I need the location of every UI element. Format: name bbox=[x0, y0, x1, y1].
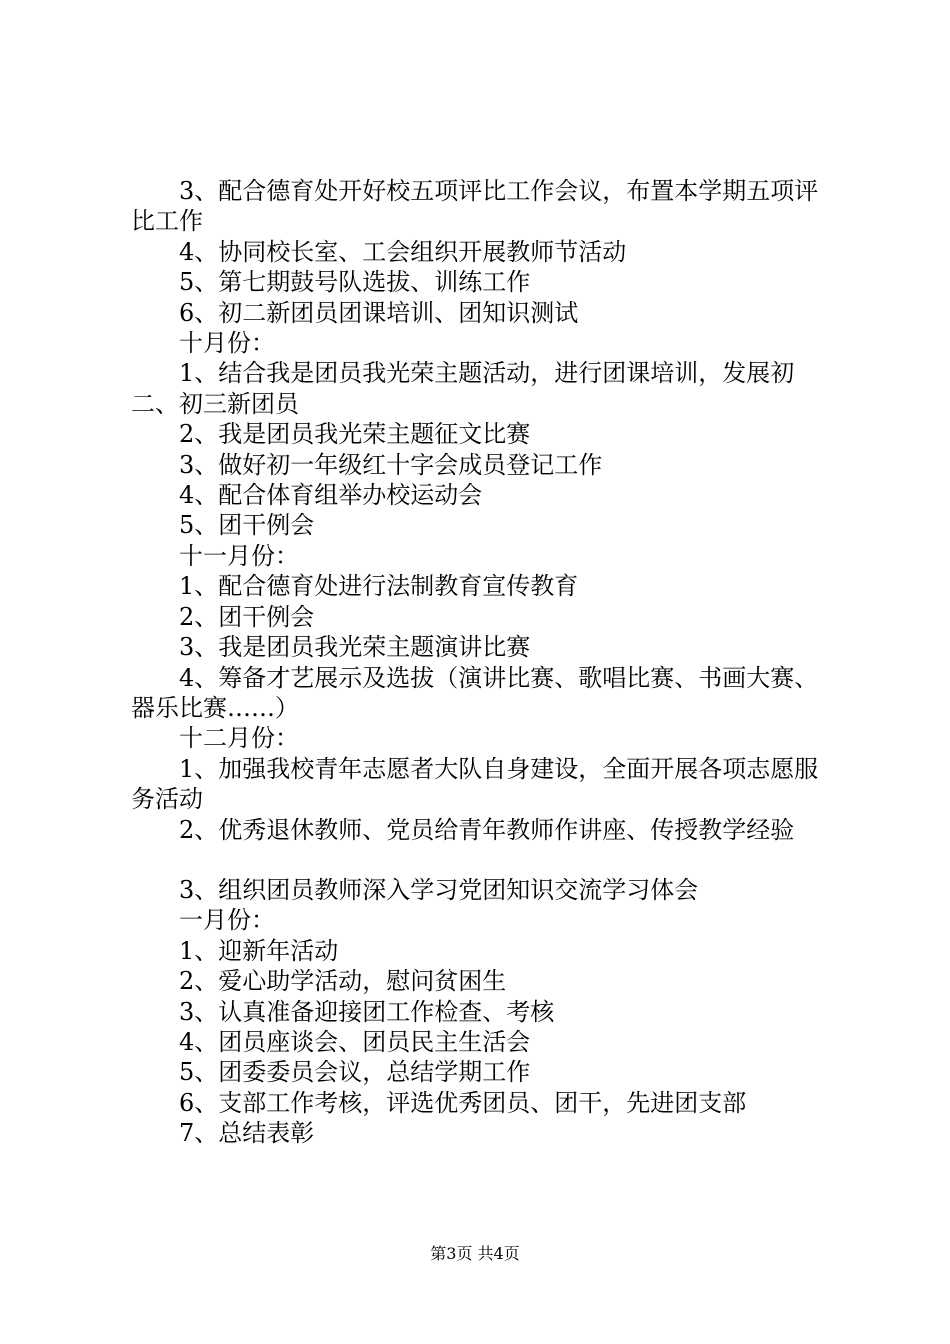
paragraph: 1、加强我校青年志愿者大队自身建设，全面开展各项志愿服务活动 bbox=[131, 754, 819, 814]
paragraph: 4、配合体育组举办校运动会 bbox=[179, 481, 483, 510]
paragraph: 5、团委委员会议，总结学期工作 bbox=[179, 1058, 531, 1087]
paragraph: 2、爱心助学活动，慰问贫困生 bbox=[179, 967, 507, 996]
paragraph: 4、团员座谈会、团员民主生活会 bbox=[179, 1027, 531, 1056]
month-heading: 十一月份： bbox=[179, 541, 299, 570]
paragraph: 3、我是团员我光荣主题演讲比赛 bbox=[179, 633, 531, 662]
paragraph: 1、结合我是团员我光荣主题活动，进行团课培训，发展初二、初三新团员 bbox=[131, 359, 795, 418]
month-heading: 十月份： bbox=[179, 329, 275, 358]
month-heading: 十二月份： bbox=[179, 724, 299, 753]
paragraph: 5、第七期鼓号队选拔、训练工作 bbox=[179, 268, 531, 297]
paragraph: 4、筹备才艺展示及选拔（演讲比赛、歌唱比赛、书画大赛、器乐比赛……） bbox=[131, 663, 819, 722]
paragraph: 4、协同校长室、工会组织开展教师节活动 bbox=[179, 237, 627, 266]
paragraph: 1、配合德育处进行法制教育宣传教育 bbox=[179, 572, 579, 601]
page-footer: 第3页 共4页 bbox=[430, 1244, 520, 1263]
paragraph: 3、做好初一年级红十字会成员登记工作 bbox=[179, 450, 603, 479]
document-body bbox=[131, 176, 835, 1149]
paragraph: 3、认真准备迎接团工作检查、考核 bbox=[179, 997, 555, 1026]
paragraph: 3、组织团员教师深入学习党团知识交流学习体会 bbox=[179, 875, 699, 904]
paragraph: 7、总结表彰 bbox=[179, 1119, 315, 1148]
paragraph: 6、初二新团员团课培训、团知识测试 bbox=[179, 298, 579, 327]
paragraph: 6、支部工作考核，评选优秀团员、团干，先进团支部 bbox=[179, 1088, 747, 1117]
paragraph: 1、迎新年活动 bbox=[179, 936, 339, 965]
paragraph: 5、团干例会 bbox=[179, 511, 315, 540]
paragraph: 3、配合德育处开好校五项评比工作会议，布置本学期五项评比工作 bbox=[131, 177, 819, 236]
paragraph: 2、团干例会 bbox=[179, 602, 315, 631]
month-heading: 一月份： bbox=[179, 906, 275, 935]
paragraph: 2、优秀退休教师、党员给青年教师作讲座、传授教学经验 bbox=[179, 815, 795, 844]
paragraph: 2、我是团员我光荣主题征文比赛 bbox=[179, 420, 531, 449]
